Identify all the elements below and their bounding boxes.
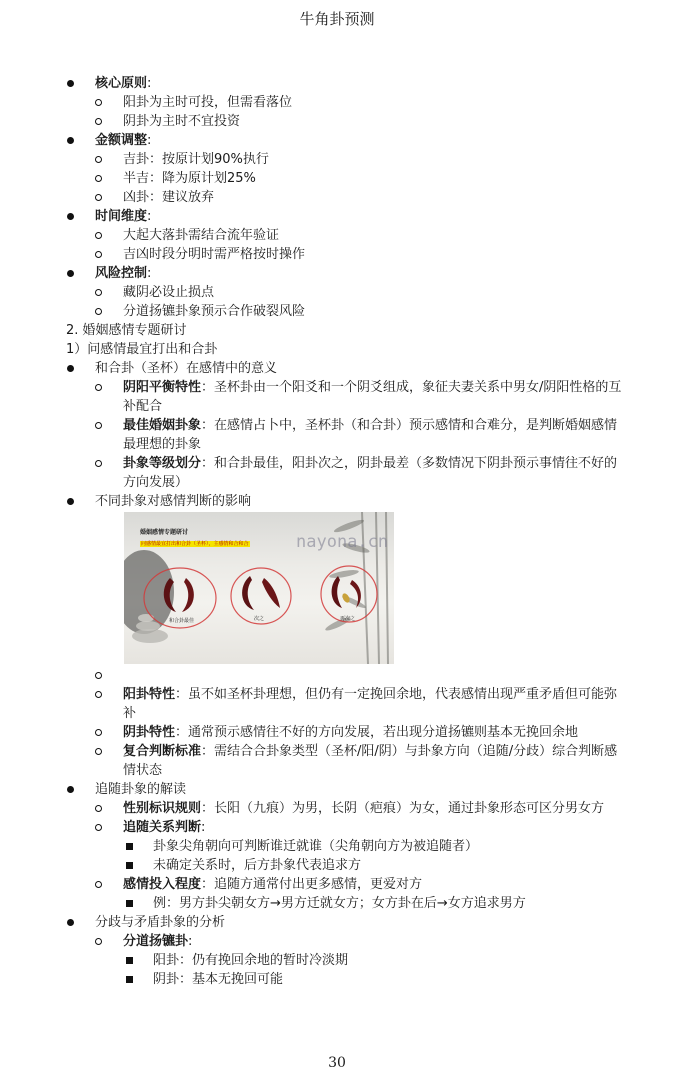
item-keyword: 阴阳平衡特性 [123,380,202,395]
bullet-circle-icon [95,805,102,812]
item-text: 2. 婚姻感情专题研讨 [66,323,187,338]
list-item [0,378,674,416]
list-item [0,932,674,951]
list-item-text [123,169,622,188]
list-item-text [123,454,622,492]
list-item [0,302,674,321]
list-item [0,169,674,188]
list-item-text [95,207,624,226]
bullet-circle-icon [95,156,102,163]
item-text: 分歧与矛盾卦象的分析 [95,915,226,930]
item-text: ：虽不如圣杯卦理想，但仍有一定挽回余地，代表感情出现严重矛盾但可能弥补 [123,687,618,721]
item-text: 半吉：降为原计划25% [123,171,256,186]
list-item-text [66,340,624,359]
figure-caption: 再次之 [340,616,356,622]
bullet-circle-icon [95,118,102,125]
figure-title: 婚姻感情专题研讨 [140,529,189,536]
bullet-dot-icon [67,270,74,277]
bullet-circle-icon [95,824,102,831]
bullet-circle-icon [95,251,102,258]
list-item [0,742,674,780]
item-keyword: 风险控制 [95,266,148,281]
item-text: ：和合卦最佳，阳卦次之，阴卦最差（多数情况下阴卦预示事情往不好的方向发展） [123,456,618,490]
bullet-square-icon [126,957,133,964]
section-heading [0,321,674,340]
bullet-circle-icon [95,881,102,888]
item-text: 阴卦：基本无挽回可能 [153,972,284,987]
item-keyword: 分道扬镳卦 [123,934,189,949]
list-item-text [95,913,624,932]
item-keyword: 核心原则 [95,76,148,91]
item-keyword: 复合判断标准 [123,744,202,759]
item-text: ：需结合合卦象类型（圣杯/阳/阴）与卦象方向（追随/分歧）综合判断感情状态 [123,744,618,778]
bullet-square-icon [126,976,133,983]
list-item [0,492,674,511]
bullet-circle-icon [95,691,102,698]
item-text: 吉卦：按原计划90%执行 [123,152,269,167]
item-text: 阳卦为主时可投，但需看落位 [123,95,293,110]
list-item-text [123,93,622,112]
list-item [0,837,674,856]
bullet-dot-icon [67,213,74,220]
list-item-text [153,970,622,989]
bullet-circle-icon [95,194,102,201]
list-item-text [123,666,622,685]
list-item [0,264,674,283]
bullet-dot-icon [67,80,74,87]
item-text: 大起大落卦需结合流年验证 [123,228,280,243]
divination-figure [124,512,394,664]
item-keyword: 卦象等级划分 [123,456,202,471]
item-text: ：圣杯卦由一个阳爻和一个阴爻组成，象征夫妻关系中男女/阴阳性格的互补配合 [123,380,622,414]
list-item [0,685,674,723]
bullet-circle-icon [95,422,102,429]
item-text: ：追随方通常付出更多感情，更爱对方 [201,877,423,892]
item-text: : [147,266,152,281]
bullet-circle-icon [95,729,102,736]
item-keyword: 性别标识规则 [123,801,202,816]
list-item [0,416,674,454]
list-item [0,875,674,894]
list-item-text [123,416,622,454]
list-item-text [123,188,622,207]
list-item [0,799,674,818]
bullet-circle-icon [95,748,102,755]
item-text: 藏阴必设止损点 [123,285,215,300]
bullet-circle-icon [95,289,102,296]
item-text: : [188,934,193,949]
bullet-square-icon [126,843,133,850]
list-item-text [123,302,622,321]
list-item [0,970,674,989]
item-keyword: 感情投入程度 [123,877,202,892]
list-item-text [95,131,624,150]
list-item [0,188,674,207]
item-text: : [147,209,152,224]
list-item-text [123,932,622,951]
item-text: 不同卦象对感情判断的影响 [95,494,252,509]
page-number: 30 [328,1055,346,1071]
list-item-text [123,226,622,245]
list-item [0,207,674,226]
list-item [0,723,674,742]
list-item [0,245,674,264]
list-item-text [95,780,624,799]
list-item [0,951,674,970]
bullet-circle-icon [95,384,102,391]
bullet-dot-icon [67,137,74,144]
item-text: 和合卦（圣杯）在感情中的意义 [95,361,278,376]
bullet-circle-icon [95,672,102,679]
section-heading [0,340,674,359]
list-item-text [123,150,622,169]
page-header: 牛角卦预测 [299,10,375,28]
bullet-circle-icon [95,460,102,467]
item-keyword: 阳卦特性 [123,687,176,702]
list-item-text [153,856,622,875]
list-item-text [95,359,624,378]
item-text: 例：男方卦尖朝女方→男方迁就女方；女方卦在后→女方追求男方 [153,896,526,911]
list-item-text [123,685,622,723]
list-item [0,226,674,245]
item-keyword: 时间维度 [95,209,148,224]
figure-subtitle: 问感情最宜打出和合卦（圣杯），主感情和合和合 [141,541,249,547]
item-text: 追随卦象的解读 [95,782,187,797]
bullet-dot-icon [67,498,74,505]
bullet-dot-icon [67,365,74,372]
list-item-text [66,321,624,340]
item-text: 凶卦：建议放弃 [123,190,215,205]
list-item [0,454,674,492]
item-keyword: 最佳婚姻卦象 [123,418,202,433]
list-item [0,150,674,169]
figure-caption: 次之 [254,616,265,622]
list-item-text [95,264,624,283]
list-item [0,666,674,685]
list-item-text [95,492,624,511]
item-keyword: 金额调整 [95,133,148,148]
list-item [0,112,674,131]
list-item-text [123,245,622,264]
list-item [0,283,674,302]
bullet-square-icon [126,900,133,907]
list-item-text [123,875,622,894]
item-text: 分道扬镳卦象预示合作破裂风险 [123,304,306,319]
list-item [0,913,674,932]
item-text: : [147,133,152,148]
item-text: 阳卦：仍有挽回余地的暂时冷淡期 [153,953,349,968]
item-text: ：在感情占卜中，圣杯卦（和合卦）预示感情和合难分，是判断婚姻感情最理想的卦象 [123,418,618,452]
list-item-text [153,951,622,970]
bullet-circle-icon [95,232,102,239]
list-item-text [153,837,622,856]
item-text: : [201,820,206,835]
list-item-text [123,723,622,742]
item-text: 未确定关系时，后方卦象代表追求方 [153,858,362,873]
list-item [0,93,674,112]
list-item-text [123,799,622,818]
list-item [0,359,674,378]
list-item [0,74,674,93]
list-item-text [123,378,622,416]
item-text: ：通常预示感情往不好的方向发展，若出现分道扬镳则基本无挽回余地 [175,725,579,740]
item-text: ：长阳（九痕）为男，长阴（疤痕）为女，通过卦象形态可区分男女方 [201,801,605,816]
item-keyword: 阴卦特性 [123,725,176,740]
list-item [0,131,674,150]
item-text: : [147,76,152,91]
list-item [0,780,674,799]
bullet-square-icon [126,862,133,869]
watermark: nayona.cn [296,532,389,552]
bullet-circle-icon [95,308,102,315]
item-text: 卦象尖角朝向可判断谁迁就谁（尖角朝向方为被追随者） [153,839,479,854]
list-item-text [123,818,622,837]
list-item [0,856,674,875]
item-text: 吉凶时段分明时需严格按时操作 [123,247,306,262]
item-text: 阴卦为主时不宜投资 [123,114,241,129]
list-item [0,894,674,913]
item-keyword: 追随关系判断 [123,820,202,835]
bullet-circle-icon [95,938,102,945]
list-item-text [123,742,622,780]
figure-caption: 和合卦最佳 [169,618,195,624]
bullet-circle-icon [95,175,102,182]
bullet-circle-icon [95,99,102,106]
list-item [0,818,674,837]
list-item-text [95,74,624,93]
list-item-text [123,112,622,131]
list-item-text [153,894,622,913]
item-text: 1）问感情最宜打出和合卦 [66,342,218,357]
bullet-dot-icon [67,919,74,926]
list-item-text [123,283,622,302]
document-body [0,74,674,989]
bullet-dot-icon [67,786,74,793]
